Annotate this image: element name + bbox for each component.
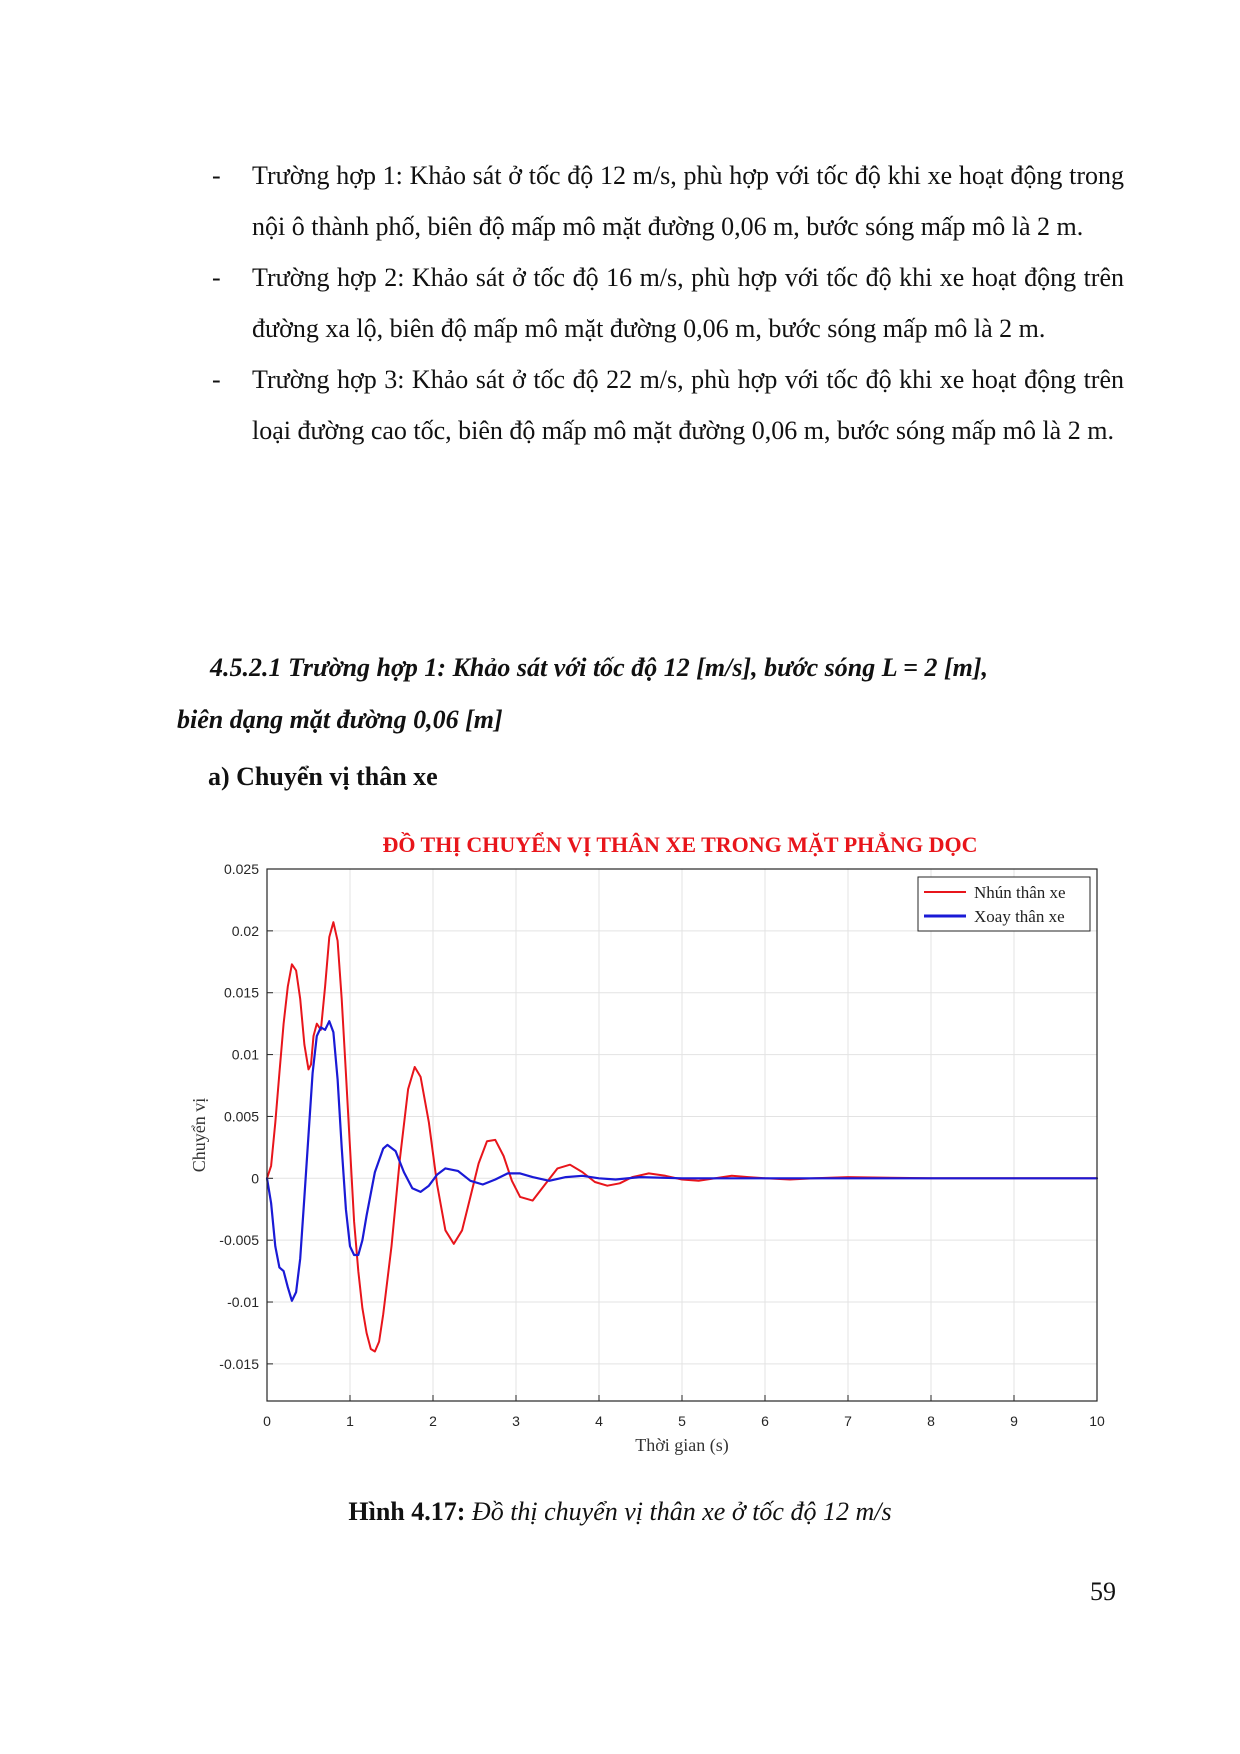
- legend-label-xoay: Xoay thân xe: [974, 907, 1065, 926]
- y-tick-label: 0.005: [223, 1108, 259, 1125]
- y-tick-label: -0.005: [219, 1232, 259, 1249]
- bullet-text: Trường hợp 1: Khảo sát ở tốc độ 12 m/s, phù hợp với tốc độ khi xe hoạt động trong nội ô thành phố, biên độ mấp mô mặt đường 0,06 m, bước sóng mấp mô là 2 m.: [252, 161, 1124, 241]
- x-tick-label: 9: [1010, 1413, 1018, 1429]
- x-tick-label: 10: [1089, 1413, 1105, 1429]
- bullet-text: Trường hợp 3: Khảo sát ở tốc độ 22 m/s, phù hợp với tốc độ khi xe hoạt động trên loại đường cao tốc, biên độ mấp mô mặt đường 0,06 m, bước sóng mấp mô là 2 m.: [252, 365, 1124, 445]
- caption-text: Đồ thị chuyển vị thân xe ở tốc độ 12 m/s: [471, 1497, 892, 1526]
- section-title: 4.5.2.1 Trường hợp 1: Khảo sát với tốc độ 12 [m/s], bước sóng L = 2 [m],: [210, 653, 989, 682]
- x-tick-label: 0: [263, 1413, 271, 1429]
- y-tick-label: -0.01: [227, 1294, 259, 1311]
- legend-label-nhun: Nhún thân xe: [974, 883, 1066, 902]
- x-tick-label: 8: [927, 1413, 935, 1429]
- x-tick-label: 6: [761, 1413, 769, 1429]
- caption-label: Hình 4.17:: [348, 1497, 466, 1526]
- bullet-dash: -: [212, 365, 221, 394]
- x-tick-label: 3: [512, 1413, 520, 1429]
- y-tick-label: 0.025: [223, 861, 259, 877]
- y-tick-label: -0.015: [219, 1355, 259, 1372]
- page-number: 59: [1090, 1577, 1116, 1606]
- bullet-dash: -: [212, 161, 221, 190]
- y-tick-label: 0.02: [231, 922, 259, 939]
- legend: [918, 877, 1090, 931]
- y-tick-label: 0: [251, 1170, 259, 1187]
- x-tick-label: 2: [429, 1413, 437, 1429]
- x-axis-label: Thời gian (s): [635, 1435, 729, 1455]
- section-title-continued: biên dạng mặt đường 0,06 [m]: [177, 705, 503, 734]
- y-tick-label: 0.01: [231, 1046, 259, 1063]
- chart-title: ĐỒ THỊ CHUYỂN VỊ THÂN XE TRONG MẶT PHẲNG DỌC: [382, 832, 978, 857]
- figure-caption: [0, 1497, 1240, 1527]
- x-tick-label: 4: [595, 1413, 603, 1429]
- subsection-title: a) Chuyển vị thân xe: [208, 762, 438, 791]
- x-tick-label: 1: [346, 1413, 354, 1429]
- x-tick-label: 7: [844, 1413, 852, 1429]
- x-tick-label: 5: [678, 1413, 686, 1429]
- y-axis-label: Chuyển vị: [189, 1097, 209, 1173]
- y-tick-label: 0.015: [223, 984, 259, 1001]
- bullet-text: Trường hợp 2: Khảo sát ở tốc độ 16 m/s, phù hợp với tốc độ khi xe hoạt động trên đường xa lộ, biên độ mấp mô mặt đường 0,06 m, bước sóng mấp mô là 2 m.: [252, 263, 1124, 343]
- bullet-dash: -: [212, 263, 221, 292]
